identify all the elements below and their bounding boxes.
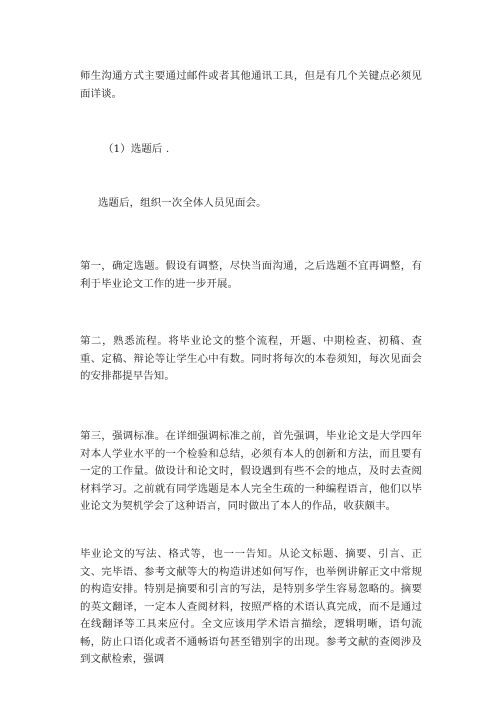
paragraph-communication: 师生沟通方式主要通过邮件或者其他通讯工具，但是有几个关键点必须见面详谈。	[80, 70, 422, 100]
paragraph-writing-format: 毕业论文的写法、格式等，也一一告知。从论文标题、摘要、引言、正文、完毕语、参考文献等大的构造讲述如何写作，也举例讲解正文中常规的构造安排。特别是摘要和引言的写法，是特别多学生容易忽略的。摘要的英文翻译，一定本人查阅材料，按照严格的术语认真完成，而不是通过在线翻译等工具来应付。全文应该用学术语言描绘，逻辑明晰，语句流畅，防止口语化或者不通畅语句甚至错别字的出现。参考文献的查阅涉及到文献检索，强调	[80, 548, 422, 665]
section-heading-after-topic: （1）选题后 .	[103, 143, 170, 155]
paragraph-meeting: 选题后，组织一次全体人员见面会。	[98, 197, 267, 209]
paragraph-first: 第一，确定选题。假设有调整，尽快当面沟通，之后选题不宜再调整，有利于毕业论文工作的进一步开展。	[80, 260, 422, 290]
paragraph-second: 第二，熟悉流程。将毕业论文的整个流程，开题、中期检查、初稿、查重、定稿、辩论等让学生心中有数。同时将每次的本卷须知，每次见面会的安排都提早告知。	[80, 335, 422, 382]
paragraph-third: 第三，强调标准。在详细强调标准之前，首先强调，毕业论文是大学四年对本人学业水平的一个检验和总结，必须有本人的创新和方法，而且要有一定的工作量。做设计和论文时，假设遇到有些不会的地点，及时去查阅材料学习。之前就有同学选题是本人完全生疏的一种编程语言，他们以毕业论文为契机学会了这种语言，同时做出了本人的作品，收获颇丰。	[80, 430, 422, 512]
